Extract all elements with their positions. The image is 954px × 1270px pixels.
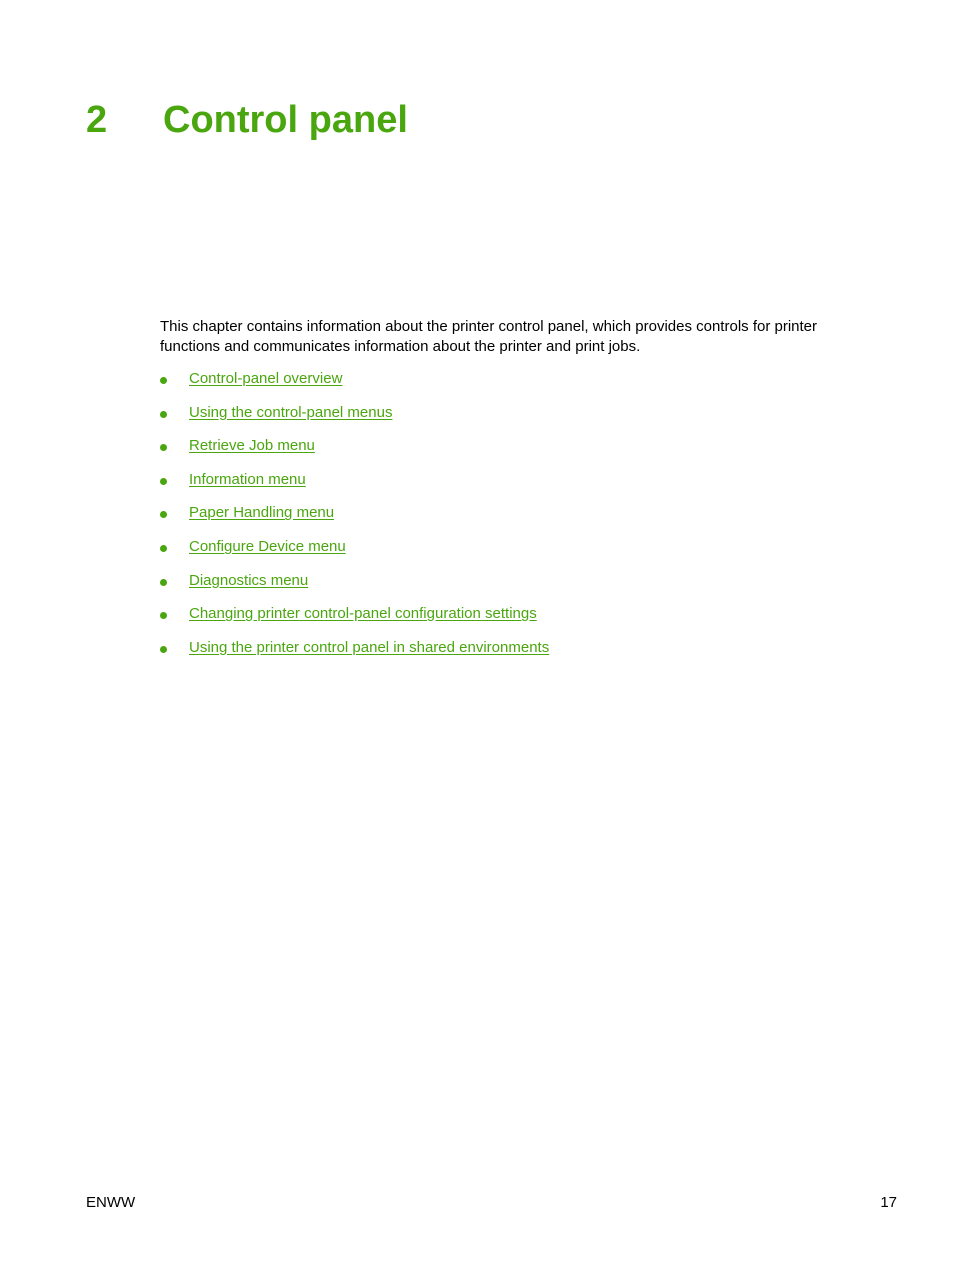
bullet-icon	[160, 478, 167, 485]
chapter-number: 2	[86, 99, 108, 141]
bullet-icon	[160, 579, 167, 586]
link-using-control-panel-menus[interactable]: Using the control-panel menus	[189, 403, 393, 421]
link-diagnostics-menu[interactable]: Diagnostics menu	[189, 571, 309, 589]
bullet-icon	[160, 411, 167, 418]
link-information-menu[interactable]: Information menu	[189, 470, 306, 488]
link-shared-environments[interactable]: Using the printer control panel in shared environments	[189, 638, 550, 656]
bullet-icon	[160, 612, 167, 619]
bullet-icon	[160, 377, 167, 384]
link-control-panel-overview[interactable]: Control-panel overview	[189, 370, 343, 387]
bullet-icon	[160, 545, 167, 552]
link-configure-device-menu[interactable]: Configure Device menu	[189, 537, 346, 555]
link-paper-handling-menu[interactable]: Paper Handling menu	[189, 504, 335, 522]
chapter-heading	[86, 96, 408, 144]
footer-label: ENWW	[86, 1194, 136, 1211]
intro-paragraph: This chapter contains information about the printer control panel, which provides controls for printer functions and communicates information about the printer and print jobs.	[160, 318, 818, 355]
page-number: 17	[880, 1194, 897, 1211]
link-retrieve-job-menu[interactable]: Retrieve Job menu	[189, 437, 315, 455]
link-changing-configuration-settings[interactable]: Changing printer control-panel configuration settings	[189, 605, 537, 623]
bullet-icon	[160, 444, 167, 451]
bullet-icon	[160, 646, 167, 653]
bullet-icon	[160, 511, 167, 518]
chapter-title: Control panel	[163, 99, 408, 141]
